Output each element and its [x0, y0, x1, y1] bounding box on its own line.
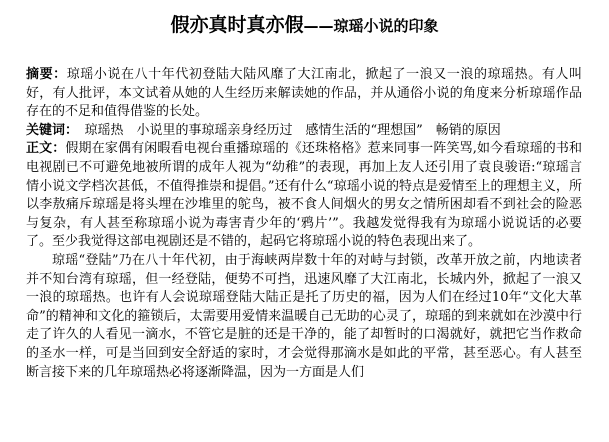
body-paragraph-1 [26, 140, 582, 252]
abstract-paragraph [26, 66, 582, 122]
keywords-paragraph [26, 122, 582, 141]
keywords-label: 关键词： [26, 122, 72, 138]
document-title [0, 10, 609, 37]
document-body [26, 66, 582, 382]
abstract-text: 琼瑶小说在八十年代初登陆大陆风靡了大江南北，掀起了一浪又一浪的琼瑶热。有人叫好，有人批评，本文试着从她的人生经历来解读她的作品，并从通俗小说的角度来分析琼瑶作品存在的不足和值得借鉴的长处。 [26, 67, 582, 120]
keywords-text: 琼瑶热 小说里的事琼瑶亲身经历过 感情生活的“理想国” 畅销的原因 [71, 122, 501, 138]
abstract-label: 摘要： [26, 67, 67, 82]
body-text: 假期在家偶有闲暇看电视台重播琼瑶的《还珠格格》惹来同事一阵笑骂,如今看琼瑶的书和电视剧已不可避免地被所谓的成年人视为“幼稚”的表现，再加上友人还引用了袁良骏语:“琼瑶言情小说文学档次甚低，不值得推崇和提倡。”还有什么“琼瑶小说的特点是爱情至上的理想主义，所以李敖痛斥琼瑶是将头埋在沙堆里的鸵鸟，被不食人间烟火的男女之情所困却看不到社会的险恶与复杂，有人甚至称琼瑶小说为毒害青少年的‘鸦片’”。我越发觉得我有为琼瑶小说说话的必要了。至少我觉得这部电视剧还是不错的，起码它将琼瑶小说的特色表现出来了。 [26, 141, 582, 250]
title-main: 假亦真时真亦假 [170, 14, 304, 36]
body-label: 正文： [26, 141, 66, 157]
title-subtitle: ——琼瑶小说的印象 [303, 17, 439, 35]
body-paragraph-2: 琼瑶“登陆”乃在八十年代初，由于海峡两岸数十年的对峙与封锁，改革开放之前，内地读者并不知台湾有琼瑶，但一经登陆，便势不可挡，迅速风靡了大江南北，长城内外，掀起了一浪又一浪的琼瑶热。也许有人会说琼瑶登陆大陆正是托了历史的福，因为人们在经过10年“文化大革命”的精神和文化的箍锁后，太需要用爱情来温暖自己无助的心灵了，琼瑶的到来就如在沙漠中行走了许久的人看见一滴水，不管它是脏的还是干净的，能了却暂时的口渴就好，就把它当作救命的圣水一样，可是当回到安全舒适的家时，才会觉得那滴水是如此的平常，甚至恶心。有人甚至断言接下来的几年琼瑶热必将逐渐降温，因为一方面是人们 [26, 252, 582, 380]
